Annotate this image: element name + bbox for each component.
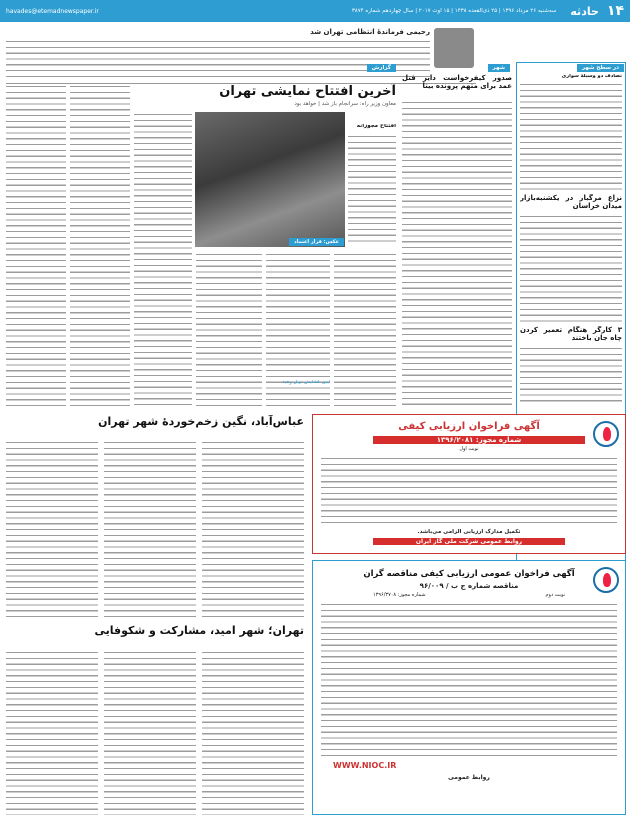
lower-title1: عباس‌آباد، نگین زخم‌خوردهٔ شهر تهران	[98, 415, 304, 428]
gas-company-logo	[593, 421, 619, 447]
author-photo	[434, 28, 474, 68]
page-number: ۱۴	[606, 3, 624, 19]
ad2-note1: نوبت دوم	[545, 592, 566, 598]
section-title: حادثه	[570, 4, 599, 18]
right-col-head3: ۳ کارگر هنگام تعمیر کردن چاه جان باختند	[520, 326, 622, 342]
ad2-body	[321, 602, 617, 757]
right-col-head2: نزاع مرگبار در یکشنبه‌بازار میدان خراسان	[520, 194, 622, 210]
main-kicker: گزارش	[367, 64, 396, 72]
ad-box-1	[312, 414, 626, 554]
ad1-note: نوبت اول	[459, 446, 479, 452]
right-col-text3	[520, 346, 622, 406]
middle-col-text	[402, 100, 512, 405]
right-col-tag: در سطح شهر	[577, 64, 624, 72]
header-bar	[0, 0, 630, 22]
right-col-text2	[520, 214, 622, 322]
right-col-text1	[520, 82, 622, 192]
ad2-footer: روابط عمومی	[448, 774, 490, 781]
main-side-text	[348, 134, 396, 244]
editorial-title: رحیمی فرماندهٔ انتظامی تهران شد	[310, 28, 430, 36]
ad1-foot: تکمیل مدارک ارزیابی الزامی می‌باشد.	[417, 529, 521, 535]
main-text-1	[334, 252, 396, 407]
oil-company-logo	[593, 567, 619, 593]
photo-caption: عکس: قرار اعتماد	[289, 238, 344, 246]
left-col-text3	[134, 112, 192, 407]
middle-col-tag: شهر	[488, 64, 510, 72]
lower1-text3	[202, 440, 304, 618]
lower2-text3	[202, 650, 304, 815]
lower2-text2	[104, 650, 196, 815]
lower2-text1	[6, 650, 98, 815]
main-title: آخرین افتتاح نمایشی تهران	[219, 84, 396, 99]
ad1-sub: شماره مجوز: ۱۳۹۶/۲۰۸۱	[373, 436, 585, 444]
ad1-body	[321, 456, 617, 526]
ad2-title: آگهی فراخوان عمومی ارزیابی کیفی مناقصه گران	[363, 569, 575, 579]
main-sub-heading: افتتاح مجوزانه	[356, 124, 396, 129]
lower1-text1	[6, 440, 98, 618]
lower1-text2	[104, 440, 196, 618]
main-photo	[195, 112, 345, 247]
ad2-note2: شماره مجوز: ۱۳۹۶/۳۷۰۸	[372, 592, 426, 598]
ad1-brand: روابط عمومی شرکت ملی گاز ایران	[373, 538, 565, 545]
ad2-web[interactable]: WWW.NIOC.IR	[333, 761, 397, 770]
ad2-sub: مناقصه شماره ج ب / ۹۶/۰۰۹	[419, 582, 519, 590]
middle-col-title: صدور کیفرخواست دایر قتل عمد برای متهم پرونده بیتا	[402, 74, 512, 90]
right-col-head1: تصادف دو وسیلهٔ سواری	[561, 74, 622, 79]
lower-title2: تهران؛ شهر امید، مشارکت و شکوفایی	[94, 624, 304, 637]
ad1-title: آگهی فراخوان ارزیابی کیفی	[398, 421, 540, 432]
ad-box-2	[312, 560, 626, 815]
date-line: سه‌شنبه ۲۶ مرداد ۱۳۹۶ | ۲۵ ذی‌القعده ۱۴۳۸ | ۱۵ اوت ۲۰۱۷ | سال چهاردهم شماره ۳۸۷۴	[351, 8, 557, 14]
left-col-text1	[6, 84, 66, 409]
main-sub2: آیین گشایش تونل وحید	[282, 380, 330, 385]
left-col-text2	[70, 84, 130, 409]
main-text-3	[196, 252, 262, 407]
website-link[interactable]: havades@etemadnewspaper.ir	[6, 7, 99, 15]
main-subtitle: معاون وزیر راه: سرانجام باز شد | خواهد بود	[294, 101, 396, 107]
